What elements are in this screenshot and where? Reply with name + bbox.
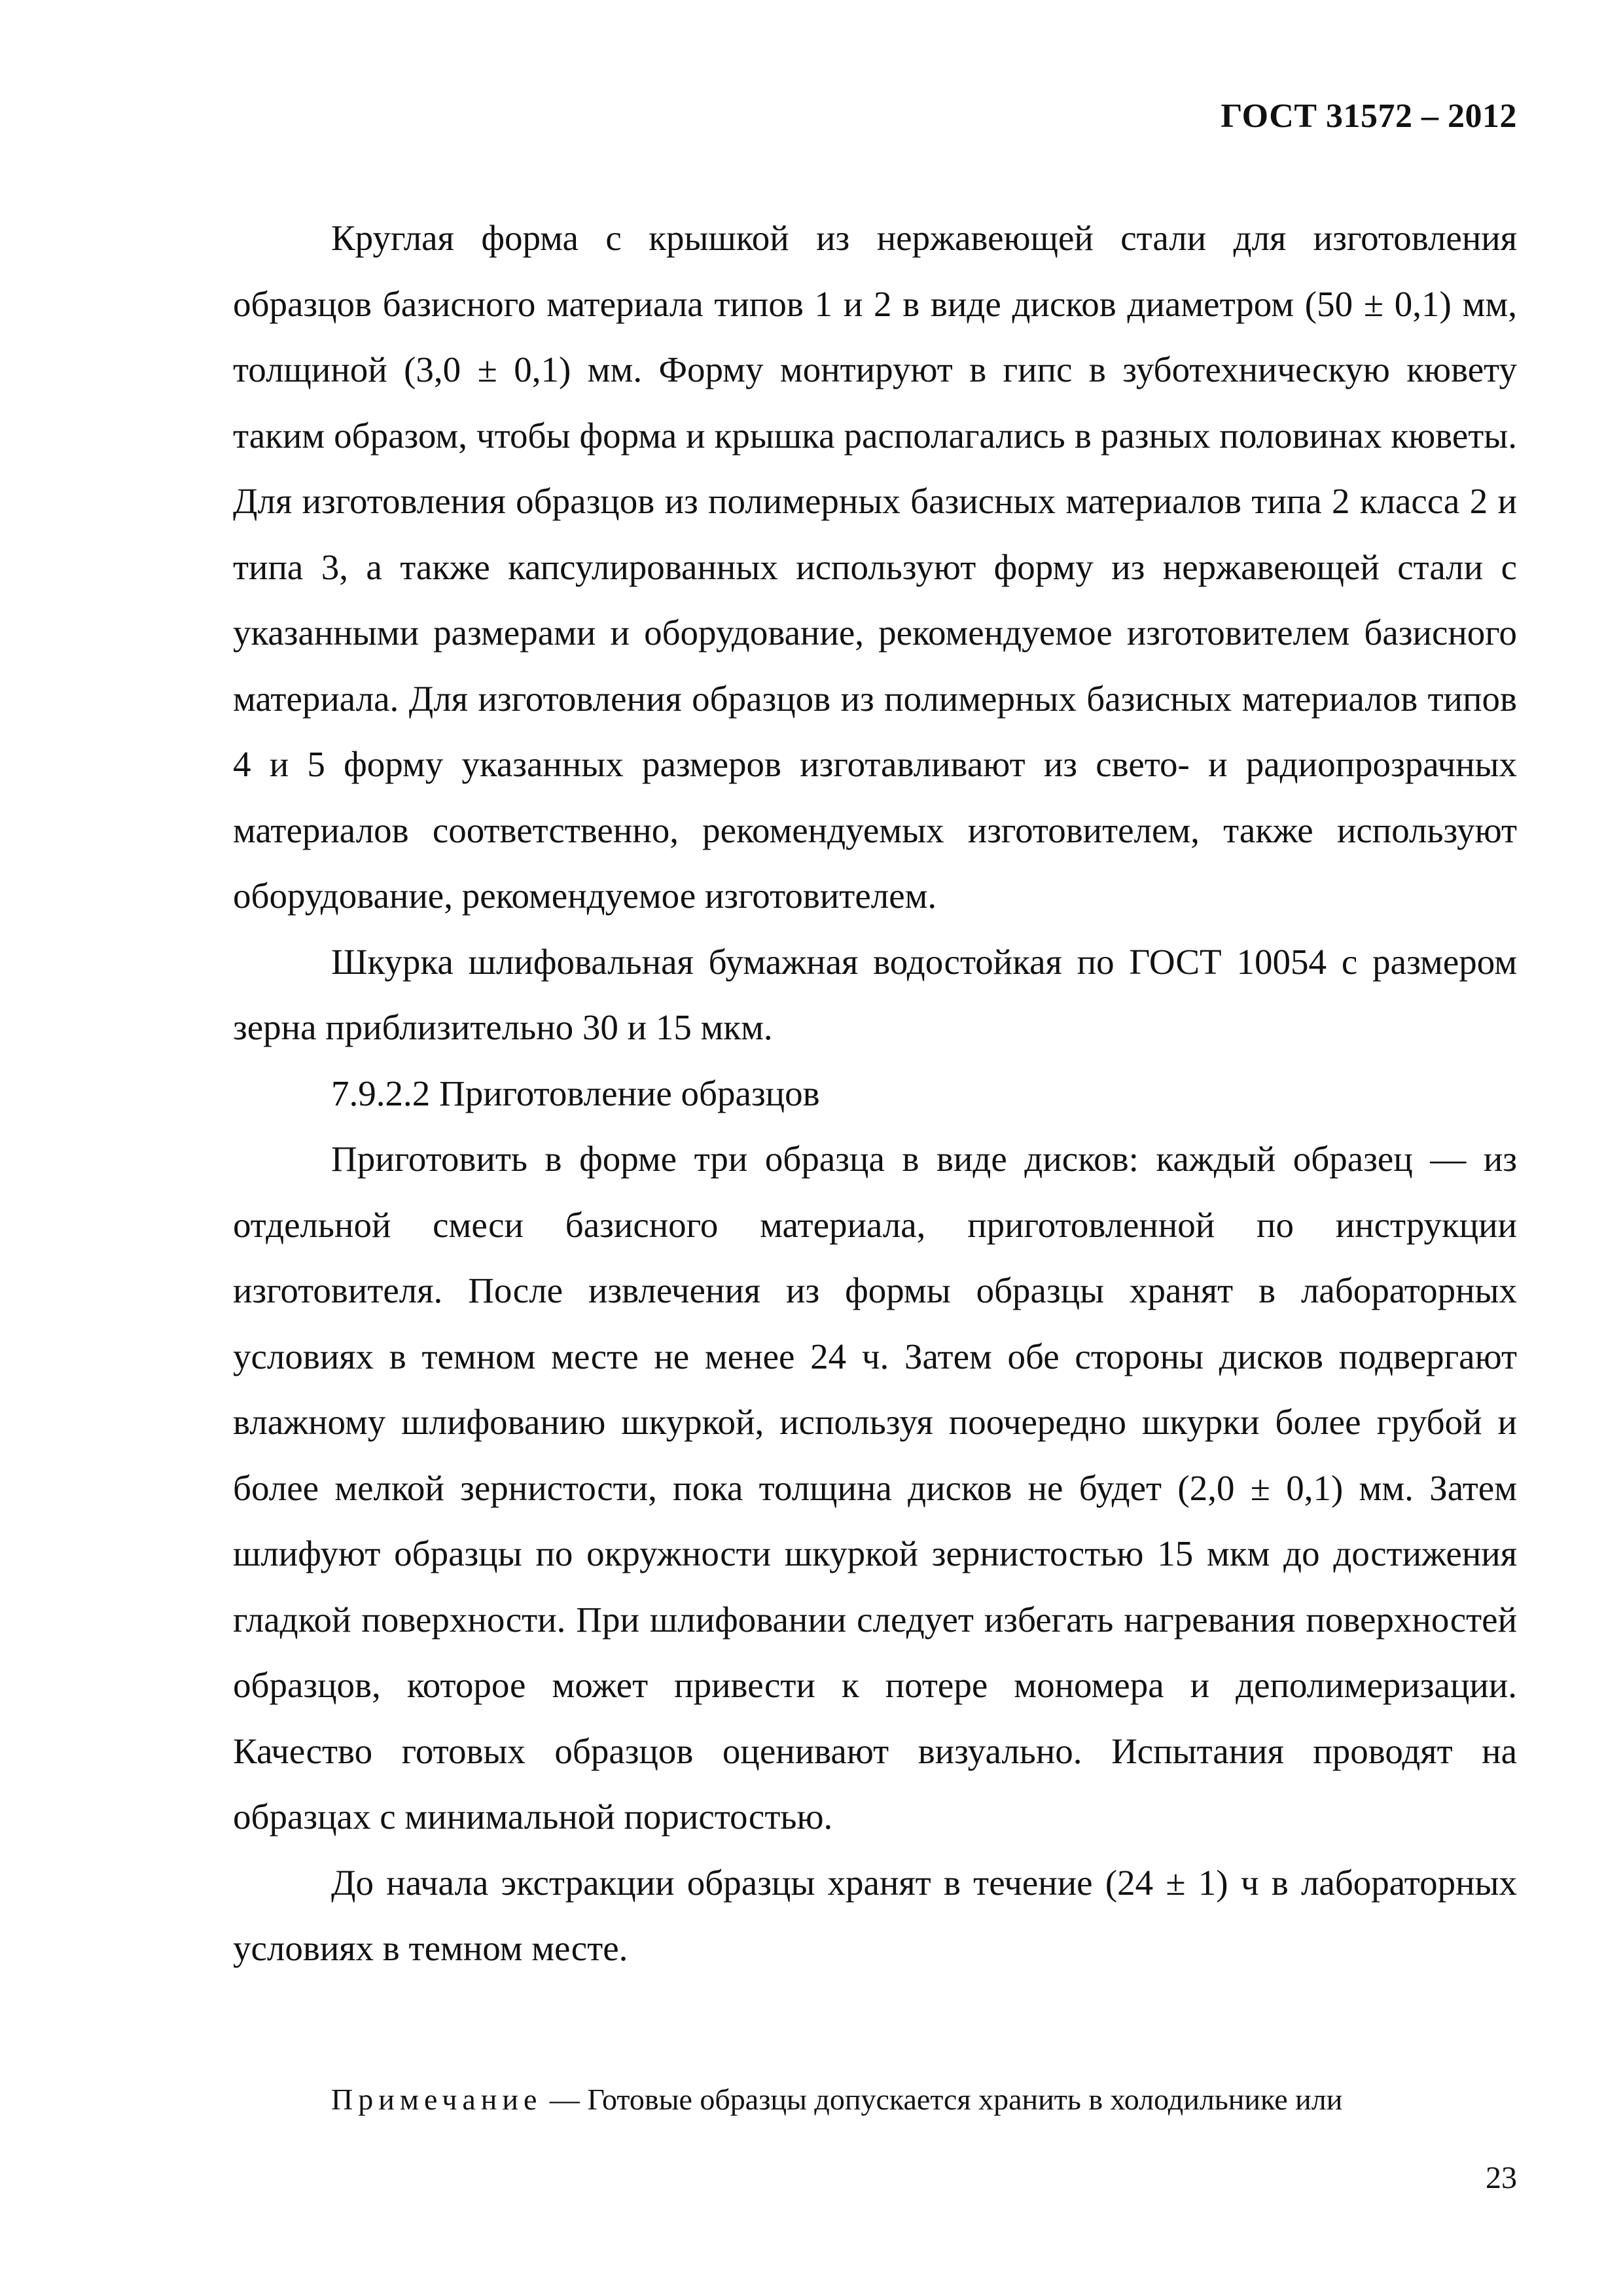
section-heading-sample-preparation: 7.9.2.2 Приготовление образцов — [331, 1073, 820, 1113]
paragraph-sandpaper: Шкурка шлифовальная бумажная водостойкая по ГОСТ 10054 с размером зерна приблизительно 30 и 15 мкм. — [233, 941, 1517, 1047]
standard-designation: ГОСТ 31572 – 2012 — [1221, 98, 1517, 135]
note-text: — Готовые образцы допускается хранить в холодильнике или — [542, 2083, 1343, 2116]
body-text — [233, 206, 1517, 1982]
paragraph-mold-description: Круглая форма с крышкой из нержавеющей стали для изготовления образцов базисного материала типов 1 и 2 в виде дисков диаметром (50 ± 0,1) мм, толщиной (3,0 ± 0,1) мм. Форму монтируют в гипс в зуботехническую кювету таким образом, чтобы форма и крышка располагались в разных половинах кюветы. Для изготовления образцов из полимерных базисных материалов типа 2 класса 2 и типа 3, а также капсулированных используют форму из нержавеющей стали с указанными размерами и оборудование, рекомендуемое изготовителем базисного материала. Для изготовления образцов из полимерных базисных материалов типов 4 и 5 форму указанных размеров изготавливают из свето- и радиопрозрачных материалов соответственно, рекомендуемых изготовителем, также используют оборудование, рекомендуемое изготовителем. — [233, 218, 1517, 916]
paragraph-sample-preparation: Приготовить в форме три образца в виде дисков: каждый образец — из отдельной смеси базисного материала, приготовленной по инструкции изготовителя. После извлечения из формы образцы хранят в лабораторных условиях в темном месте не менее 24 ч. Затем обе стороны дисков подвергают влажному шлифованию шкуркой, используя поочередно шкурки более грубой и более мелкой зернистости, пока толщина дисков не будет (2,0 ± 0,1) мм. Затем шлифуют образцы по окружности шкуркой зернистостью 15 мкм до достижения гладкой поверхности. При шлифовании следует избегать нагревания поверхностей образцов, которое может привести к потере мономера и деполимеризации. Качество готовых образцов оценивают визуально. Испытания проводят на образцах с минимальной пористостью. — [233, 1139, 1517, 1837]
note-label: Примечание — [331, 2083, 543, 2116]
paragraph-storage: До начала экстракции образцы хранят в течение (24 ± 1) ч в лабораторных условиях в темном месте. — [233, 1862, 1517, 1968]
page-number: 23 — [1486, 2161, 1517, 2195]
note — [233, 2080, 1517, 2119]
